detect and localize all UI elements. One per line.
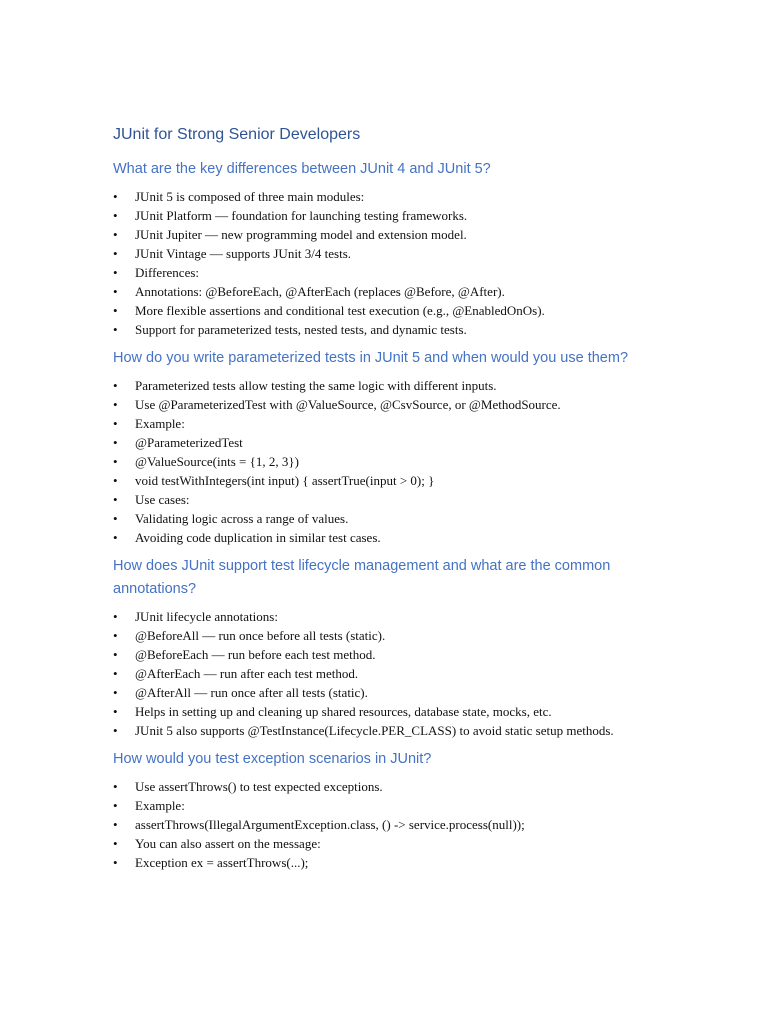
bullet-icon: • (113, 836, 118, 851)
list-item-text: You can also assert on the message: (135, 836, 321, 851)
list-item-text: Use assertThrows() to test expected exceptions. (135, 779, 383, 794)
list-item (113, 206, 673, 225)
bullet-icon: • (113, 817, 118, 832)
list-item (113, 777, 673, 796)
bullet-icon: • (113, 416, 118, 431)
list-item-text: void testWithIntegers(int input) { assertTrue(input > 0); } (135, 473, 435, 488)
list-item-text: assertThrows(IllegalArgumentException.class, () -> service.process(null)); (135, 817, 525, 832)
document-title: JUnit for Strong Senior Developers (113, 126, 361, 143)
list-item (113, 376, 673, 395)
bullet-icon: • (113, 704, 118, 719)
list-item-text: @AfterEach — run after each test method. (135, 666, 359, 681)
list-item-text: Support for parameterized tests, nested tests, and dynamic tests. (135, 322, 467, 337)
bullet-icon: • (113, 378, 118, 393)
list-item (113, 509, 673, 528)
list-item (113, 607, 673, 626)
list-item (113, 490, 673, 509)
bullet-icon: • (113, 511, 118, 526)
bullet-list (113, 607, 673, 740)
list-item-text: More flexible assertions and conditional test execution (e.g., @EnabledOnOs). (135, 303, 545, 318)
list-item-text: Avoiding code duplication in similar test cases. (135, 530, 381, 545)
bullet-icon: • (113, 609, 118, 624)
list-item (113, 834, 673, 853)
bullet-icon: • (113, 246, 118, 261)
section-heading: What are the key differences between JUnit 4 and JUnit 5? (113, 161, 491, 177)
document-sections (113, 158, 673, 872)
list-item-text: Differences: (135, 265, 200, 280)
list-item-text: Validating logic across a range of values. (135, 511, 349, 526)
list-item-text: JUnit Vintage — supports JUnit 3/4 tests. (135, 246, 352, 261)
list-item-text: Use @ParameterizedTest with @ValueSource, @CsvSource, or @MethodSource. (135, 397, 561, 412)
bullet-icon: • (113, 397, 118, 412)
list-item-text: @BeforeEach — run before each test method. (135, 647, 376, 662)
bullet-icon: • (113, 208, 118, 223)
bullet-icon: • (113, 227, 118, 242)
list-item-text: Exception ex = assertThrows(...); (135, 855, 309, 870)
list-item (113, 187, 673, 206)
list-item (113, 528, 673, 547)
section-heading: How would you test exception scenarios in JUnit? (113, 751, 432, 767)
bullet-icon: • (113, 322, 118, 337)
list-item (113, 664, 673, 683)
document-content (113, 124, 673, 880)
list-item-text: JUnit Jupiter — new programming model and extension model. (135, 227, 467, 242)
list-item (113, 395, 673, 414)
list-item-text: Helps in setting up and cleaning up shared resources, database state, mocks, etc. (135, 704, 552, 719)
section-heading: How does JUnit support test lifecycle management and what are the common annotations? (113, 558, 611, 597)
list-item (113, 853, 673, 872)
bullet-icon: • (113, 492, 118, 507)
list-item (113, 471, 673, 490)
list-item-text: Use cases: (135, 492, 190, 507)
list-item-text: Parameterized tests allow testing the same logic with different inputs. (135, 378, 497, 393)
list-item-text: JUnit lifecycle annotations: (135, 609, 278, 624)
list-item (113, 721, 673, 740)
bullet-icon: • (113, 685, 118, 700)
bullet-icon: • (113, 435, 118, 450)
bullet-icon: • (113, 473, 118, 488)
list-item-text: JUnit Platform — foundation for launching testing frameworks. (135, 208, 468, 223)
list-item (113, 683, 673, 702)
section-heading: How do you write parameterized tests in JUnit 5 and when would you use them? (113, 350, 629, 366)
list-item (113, 301, 673, 320)
list-item (113, 263, 673, 282)
list-item-text: JUnit 5 is composed of three main modules: (135, 189, 365, 204)
list-item-text: @ValueSource(ints = {1, 2, 3}) (135, 454, 299, 469)
bullet-icon: • (113, 303, 118, 318)
list-item (113, 815, 673, 834)
bullet-icon: • (113, 723, 118, 738)
bullet-icon: • (113, 798, 118, 813)
list-item (113, 320, 673, 339)
bullet-icon: • (113, 530, 118, 545)
list-item (113, 225, 673, 244)
list-item (113, 626, 673, 645)
bullet-icon: • (113, 189, 118, 204)
bullet-icon: • (113, 647, 118, 662)
list-item-text: @BeforeAll — run once before all tests (static). (135, 628, 386, 643)
list-item (113, 452, 673, 471)
list-item (113, 282, 673, 301)
bullet-icon: • (113, 628, 118, 643)
list-item (113, 244, 673, 263)
list-item-text: Example: (135, 798, 185, 813)
bullet-icon: • (113, 666, 118, 681)
bullet-icon: • (113, 454, 118, 469)
bullet-icon: • (113, 284, 118, 299)
bullet-icon: • (113, 779, 118, 794)
list-item-text: @ParameterizedTest (135, 435, 243, 450)
bullet-icon: • (113, 855, 118, 870)
bullet-list (113, 187, 673, 339)
list-item (113, 796, 673, 815)
list-item (113, 702, 673, 721)
list-item-text: Example: (135, 416, 185, 431)
list-item (113, 433, 673, 452)
list-item (113, 645, 673, 664)
bullet-list (113, 376, 673, 547)
list-item-text: Annotations: @BeforeEach, @AfterEach (replaces @Before, @After). (135, 284, 505, 299)
list-item (113, 414, 673, 433)
bullet-icon: • (113, 265, 118, 280)
list-item-text: JUnit 5 also supports @TestInstance(Lifecycle.PER_CLASS) to avoid static setup methods. (135, 723, 614, 738)
bullet-list (113, 777, 673, 872)
list-item-text: @AfterAll — run once after all tests (static). (135, 685, 368, 700)
